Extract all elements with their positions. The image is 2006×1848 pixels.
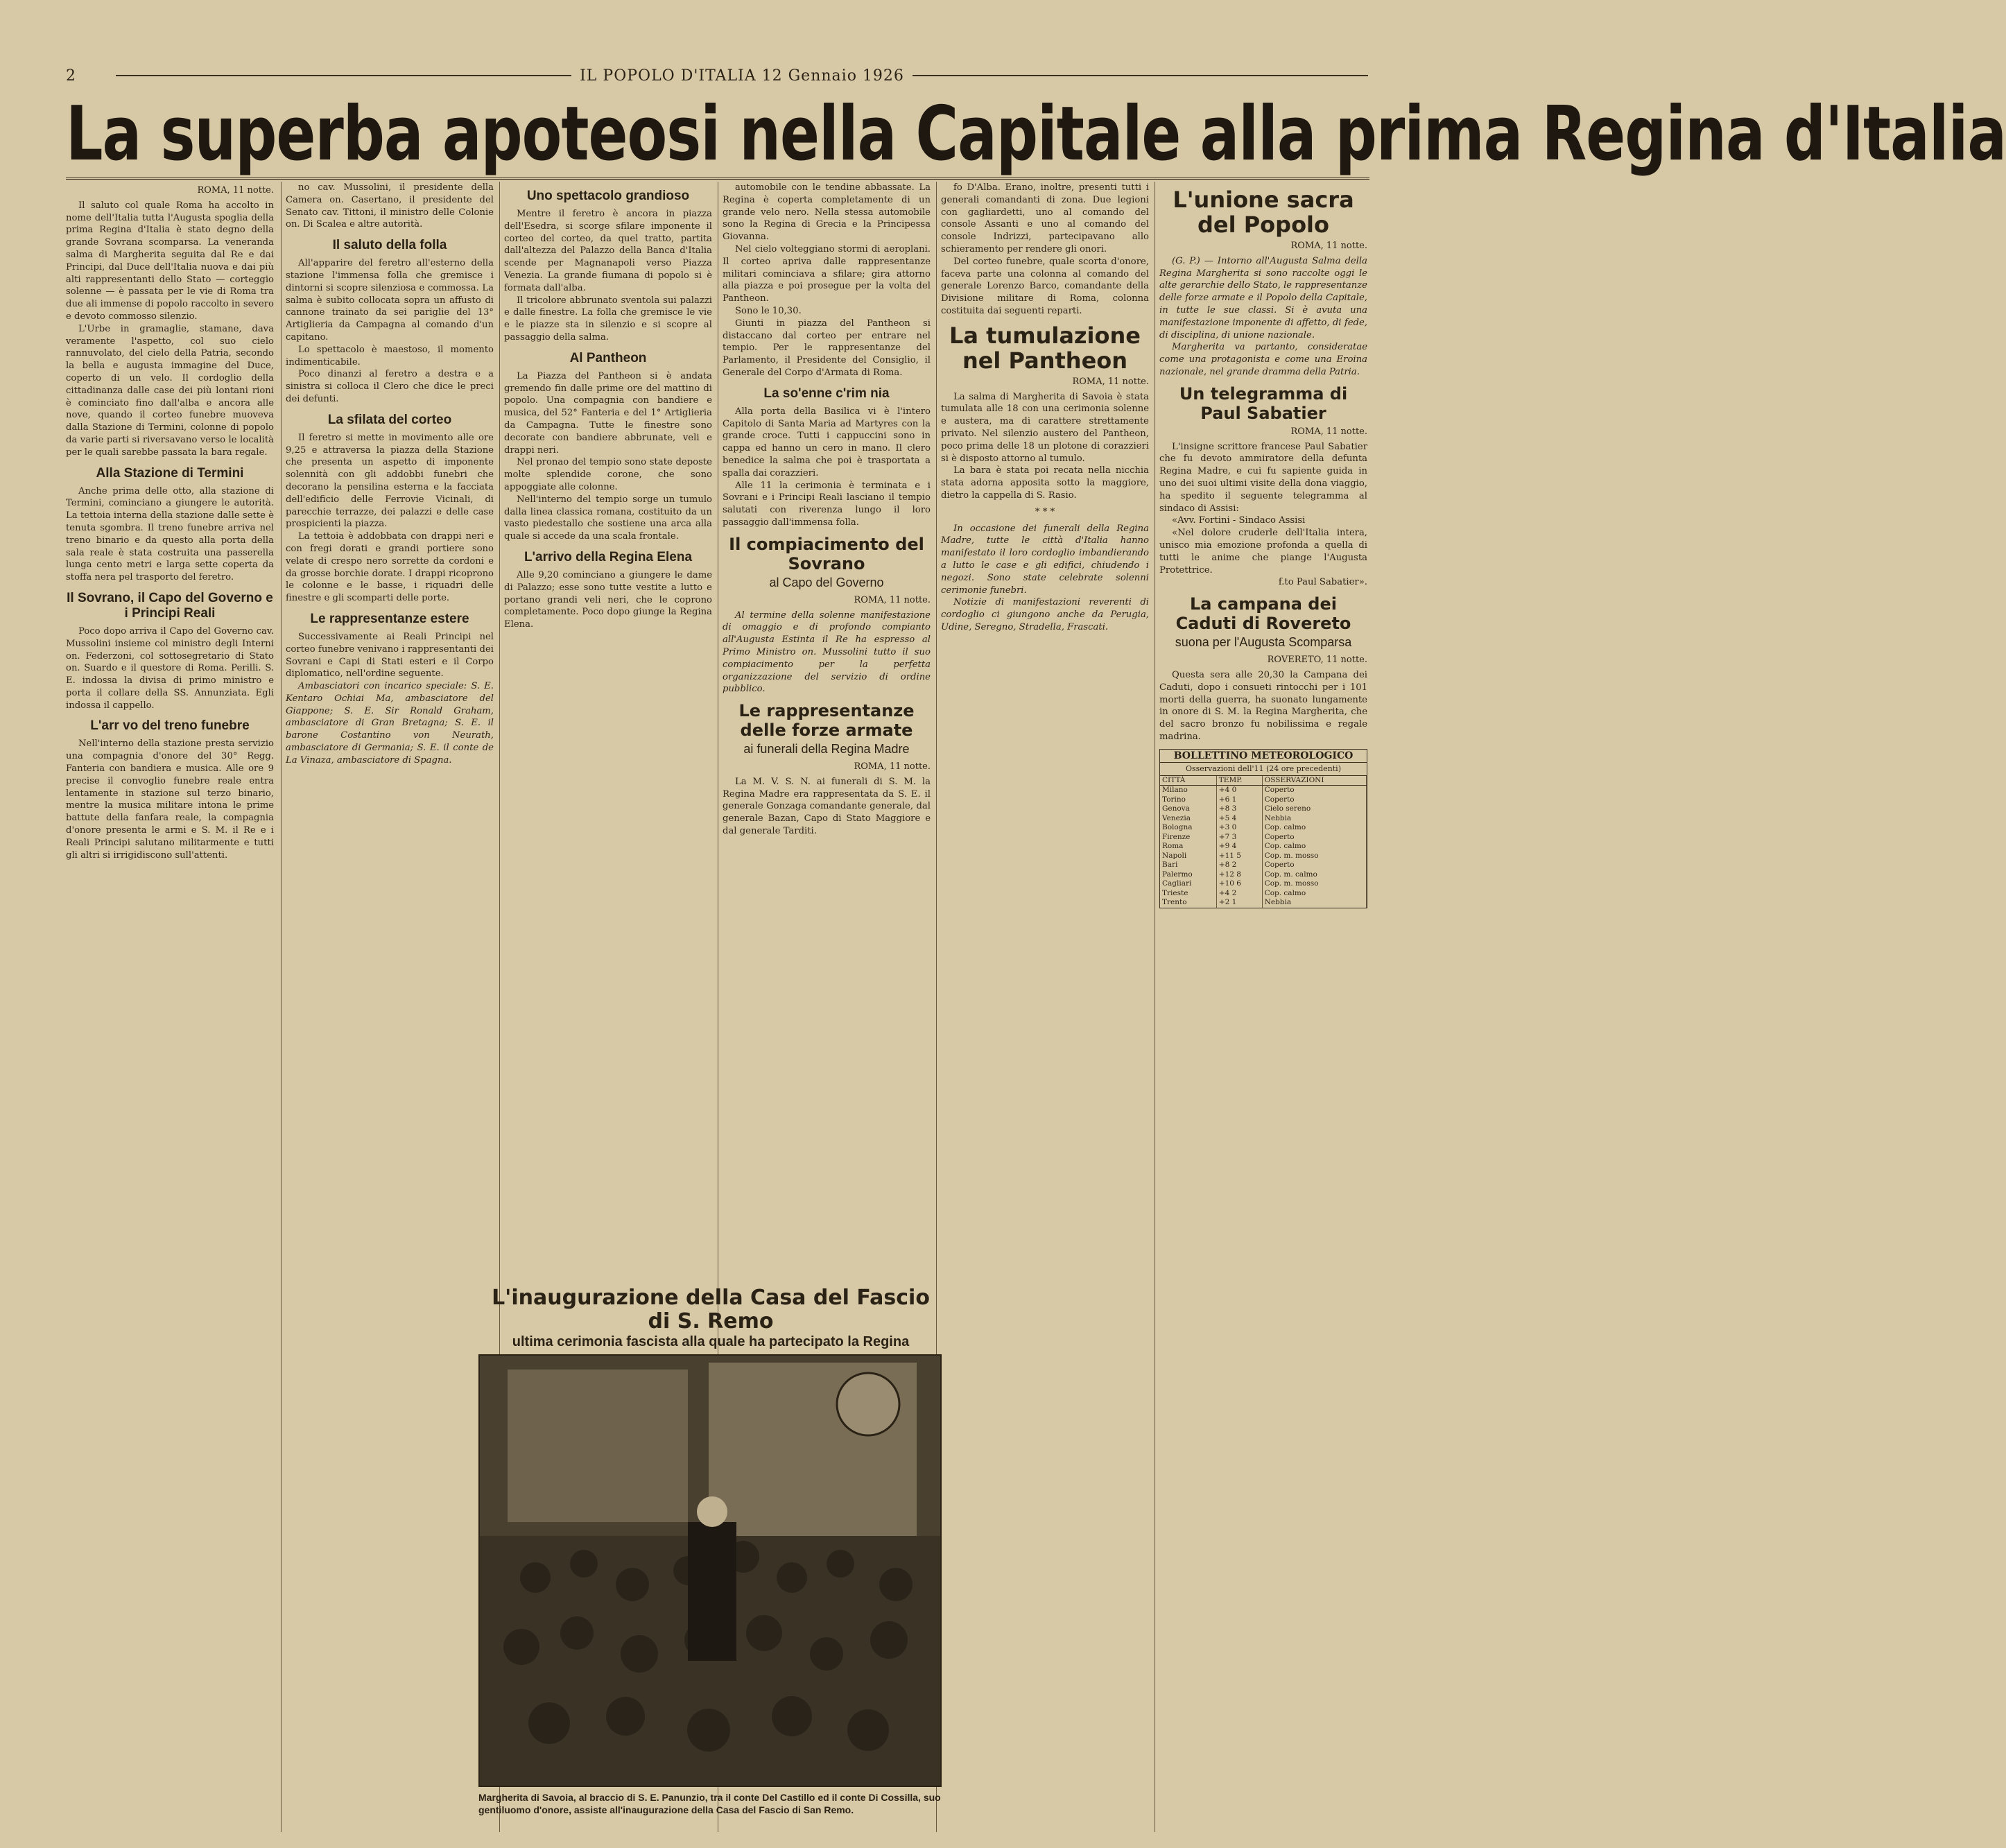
weather-temp: +8 2	[1216, 861, 1262, 870]
weather-note: Nebbia	[1262, 814, 1366, 824]
column-divider	[281, 182, 282, 1832]
weather-header-temp: TEMP.	[1216, 776, 1262, 786]
section-headline: Un telegramma di Paul Sabatier	[1179, 383, 1348, 423]
weather-note: Cielo sereno	[1262, 804, 1366, 814]
table-row	[1160, 814, 1367, 824]
weather-header-notes: OSSERVAZIONI	[1262, 776, 1366, 786]
section-subheadline: al Capo del Governo	[769, 575, 884, 589]
dateline: ROVERETO, 11 notte.	[1267, 655, 1367, 666]
weather-note: Coperto	[1262, 795, 1366, 805]
weather-city: Bologna	[1160, 823, 1216, 833]
article-column-1	[66, 182, 274, 1832]
weather-note: Cop. m. mosso	[1262, 879, 1366, 889]
weather-temp: +8 3	[1216, 804, 1262, 814]
weather-note: Coperto	[1262, 861, 1366, 870]
table-row	[1160, 861, 1367, 870]
weather-bulletin	[1159, 749, 1367, 908]
weather-city: Milano	[1160, 786, 1216, 795]
paragraph: Poco dinanzi al feretro a destra e a sinistra si colloca il Clero che dice le preci dei defunti.	[286, 369, 494, 404]
section-headline: Le rappresentanze delle forze armate	[738, 701, 915, 741]
paragraph: La M. V. S. N. ai funerali di S. M. la Regina Madre era rappresentata da S. E. il generale Gonzaga comandante generale, dal generale Bazan, Capo di Stato Maggiore e dal generale Tarditi.	[723, 776, 931, 837]
page-number: 2	[66, 67, 76, 85]
photo-headline: L'inaugurazione della Casa del Fascio di S. Remo	[492, 1286, 930, 1333]
weather-note: Cop. calmo	[1262, 823, 1366, 833]
dateline: ROMA, 11 notte.	[1072, 376, 1149, 387]
paragraph: Al termine della solenne manifestazione di omaggio e di profondo compianto all'Augusta Estinta il Re ha espresso al Primo Ministro on. Mussolini tutto il suo compiacimento per la perfetta organizzazione del servizio di ordine pubblico.	[723, 610, 931, 695]
subheading: Il Sovrano, il Capo del Governo e i Principi Reali	[67, 590, 273, 621]
subheading: L'arr vo del treno funebre	[90, 718, 250, 734]
weather-subtitle: Osservazioni dell'11 (24 ore precedenti)	[1160, 763, 1367, 776]
weather-temp: +12 8	[1216, 870, 1262, 880]
dateline: ROMA, 11 notte.	[854, 761, 931, 772]
paragraph: In occasione dei funerali della Regina Madre, tutte le città d'Italia hanno manifestato il loro cordoglio imbandierando a lutto le case e gli edifici, chiudendo i negozi. Sono state celebrate solenni cerimonie funebri.	[941, 523, 1149, 596]
paragraph: Nel cielo volteggiano stormi di aeroplani. Il corteo apriva dalle rappresentanze militari cominciava a sfilare; gira attorno alla piazza e poi prosegue per la volta del Pantheon.	[723, 243, 931, 304]
weather-note: Cop. m. calmo	[1262, 870, 1366, 880]
paragraph: La bara è stata poi recata nella nicchia stata adorna apposita sotto la maggiore, dietro la cappella di S. Rasio.	[941, 465, 1149, 501]
paragraph: Nel pronao del tempio sono state deposte molte splendide corone, che sono appoggiate alle colonne.	[504, 457, 712, 492]
table-row	[1160, 786, 1367, 795]
paragraph: Sono le 10,30.	[735, 305, 802, 316]
table-row	[1160, 823, 1367, 833]
section-headline: Il compiacimento del Sovrano	[729, 534, 924, 573]
subheading: Il saluto della folla	[332, 238, 447, 253]
paragraph: L'insigne scrittore francese Paul Sabatier che fu devoto ammiratore della defunta Regina Madre, e cui fu sapiente guida in uno dei suoi ultimi visite della dona viaggio, ha spedito il seguente telegramma al sindaco di Assisi:	[1159, 441, 1367, 514]
weather-city: Venezia	[1160, 814, 1216, 824]
weather-temp: +5 4	[1216, 814, 1262, 824]
article-column-3	[504, 182, 712, 1277]
weather-note: Coperto	[1262, 833, 1366, 843]
paragraph: Il tricolore abbrunato sventola sui palazzi e dalle finestre. La folla che gremisce le vie e le piazze sta in silenzio e si scopre al passaggio della salma.	[504, 295, 712, 343]
paragraph: La tettoia è addobbata con drappi neri e con fregi dorati e grandi portiere sono velate di crespo nero sorrette da cordoni e da grosse borchie dorate. I drappi ricoprono le colonne e le basse, i riquadri delle finestre e gli scomparti delle porte.	[286, 531, 494, 604]
dateline: ROMA, 11 notte.	[197, 185, 274, 196]
paragraph: Lo spettacolo è maestoso, il momento indimenticabile.	[286, 344, 494, 368]
paragraph: «Nel dolore cruderle dell'Italia intera, unisco mia emozione profonda a quella di tutti le anime che piange l'Augusta Protettrice.	[1159, 528, 1367, 576]
article-column-4	[723, 182, 931, 1277]
weather-city: Trieste	[1160, 889, 1216, 899]
weather-note: Cop. calmo	[1262, 889, 1366, 899]
paragraph: «Avv. Fortini - Sindaco Assisi	[1172, 515, 1306, 526]
paragraph: L'Urbe in gramaglie, stamane, dava veramente l'aspetto, col suo cielo rannuvolato, del cielo della Patria, secondo la bella e augusta immagine del Duce, coperto di un velo. Il cordoglio della cittadinanza dalle case dei più lontani rioni è cominciato fino dall'alba e ancora alle nove, quando il corteo funebre muoveva dalla Stazione di Termini, colonne di popolo da varie parti si riversavano verso le località per le quali sarebbe passata la bara regale.	[66, 323, 274, 458]
paragraph: Mentre il feretro è ancora in piazza dell'Esedra, si scorge sfilare imponente il corteo del corteo, da quel tratto, partita dall'altezza del Palazzo della Banca d'Italia scende per Magnanapoli verso Piazza Venezia. La grande fiumana di popolo si è formata dall'alba.	[504, 209, 712, 293]
weather-city: Napoli	[1160, 852, 1216, 861]
paragraph: Margherita va partanto, consideratae come una protagonista e come una Eroina nazionale, nel grande dramma della Patria.	[1159, 342, 1367, 377]
section-subheadline: ai funerali della Regina Madre	[743, 742, 910, 757]
paragraph: Del corteo funebre, quale scorta d'onore, faceva parte una colonna al comando del generale Lorenzo Barco, comandante della Divisione militare di Roma, colonna costituita dai seguenti reparti.	[941, 256, 1149, 316]
weather-note: Coperto	[1262, 786, 1366, 795]
section-headline: La tumulazione nel Pantheon	[949, 322, 1141, 374]
section-break: * * *	[1035, 506, 1055, 517]
main-headline: La superba apoteosi nella Capitale alla prima Regina d'Italia	[66, 90, 2006, 178]
weather-table	[1160, 776, 1367, 908]
article-column-6	[1159, 182, 1367, 1832]
photo-feature	[478, 1286, 943, 1834]
table-row	[1160, 898, 1367, 908]
paragraph: Poco dopo arriva il Capo del Governo cav. Mussolini insieme col ministro degli Interni on. Federzoni, col sottosegretario di Stato on. Suardo e il questore di Roma. Perilli. S. E. indossa la divisa di primo ministro e porta il collare della SS. Annunziata. Egli indossa il cappello.	[66, 625, 274, 711]
table-row	[1160, 879, 1367, 889]
paragraph: La salma di Margherita di Savoia è stata tumulata alle 18 con una cerimonia solenne e austera, ma di carattere strettamente privato. Nel silenzio austero del Pantheon, poco prima delle 18 un plotone di corazzieri si è disposto attorno al tumulo.	[941, 391, 1149, 464]
paragraph: Alle 9,20 cominciano a giungere le dame di Palazzo; esse sono tutte vestite a lutto e portano grandi veli neri, che le coprono completamente. Poco dopo giunge la Regina Elena.	[504, 569, 712, 630]
paragraph: fo D'Alba. Erano, inoltre, presenti tutti i generali comandanti di zona. Due legioni con gagliardetti, uno al comando del console Assanti e uno al comando del console Indrizzi, partecipavano allo schieramento per rendere gli onori.	[941, 182, 1149, 254]
paragraph: Giunti in piazza del Pantheon si distaccano dal corteo per entrare nel tempio. Per le rappresentanze del Parlamento, il Presidente del Consiglio, il Generale del Corpo d'Armata di Roma.	[723, 318, 931, 378]
paragraph: Alla porta della Basilica vi è l'intero Capitolo di Santa Maria ad Martyres con la grande croce. Tutti i cappuccini sono in cappa ed hanno un cero in mano. Il clero benedice la salma che poi è trasportata a spalla dai corazzieri.	[723, 406, 931, 478]
paragraph: Successivamente ai Reali Principi nel corteo funebre venivano i rappresentanti dei Sovrani e Capi di Stati esteri e il Corpo diplomatico, nell'ordine seguente.	[286, 631, 494, 680]
crowd-photo-illustration	[480, 1356, 940, 1786]
paragraph: (G. P.) — Intorno all'Augusta Salma della Regina Margherita si sono raccolte oggi le alte gerarchie dello Stato, le rappresentanze delle forze armate e il Popolo della Capitale, in tutte le sue classi. Si è avuta una manifestazione imponente di affetto, di fede, di disciplina, di unione nazionale.	[1159, 255, 1367, 340]
paragraph: Anche prima delle otto, alla stazione di Termini, cominciano a giungere le autorità. La tettoia interna della stazione dalle sette è tenuta sgombra. Il treno funebre arriva nel treno binario e da questo alla porta della sala reale è stata costruita una passerella lunga cento metri e larga sette coperta da stoffa nera pel trasporto del feretro.	[66, 485, 274, 583]
weather-temp: +9 4	[1216, 842, 1262, 852]
paragraph: Alle 11 la cerimonia è terminata e i Sovrani e i Principi Reali lasciano il tempio salutati con riverenza lungo il loro passaggio dall'immensa folla.	[723, 480, 931, 528]
subheading: Alla Stazione di Termini	[96, 465, 244, 481]
subheading: La so'enne c'rim nia	[763, 386, 890, 401]
weather-title: BOLLETTINO METEOROLOGICO	[1160, 750, 1367, 763]
paragraph: Ambasciatori con incarico speciale: S. E. Kentaro Ochiai Ma, ambasciatore del Giappone; S. E. Sir Ronald Graham, ambasciatore di Gran Bretagna; S. E. il barone Costantino von Neurath, ambasciatore di Germania; S. E. il conte de La Vinaza, ambasciatore di Spagna.	[286, 681, 494, 766]
photo-subheadline: ultima cerimonia fascista alla quale ha partecipato la Regina	[512, 1334, 910, 1349]
paragraph: automobile con le tendine abbassate. La Regina è coperta completamente di un grande velo nero. Nella stessa automobile sono la Regina di Grecia e la Principessa Giovanna.	[723, 182, 931, 243]
table-row	[1160, 842, 1367, 852]
weather-temp: +11 5	[1216, 852, 1262, 861]
table-row	[1160, 795, 1367, 805]
subheading: La sfilata del corteo	[327, 412, 452, 427]
dateline: ROMA, 11 notte.	[1290, 426, 1367, 437]
table-row	[1160, 804, 1367, 814]
weather-temp: +4 0	[1216, 786, 1262, 795]
weather-temp: +2 1	[1216, 898, 1262, 908]
weather-city: Cagliari	[1160, 879, 1216, 889]
paragraph: no cav. Mussolini, il presidente della Camera on. Casertano, il presidente del Senato cav. Tittoni, il ministro delle Colonie on. Di Scalea e altre autorità.	[286, 182, 494, 230]
weather-header-city: CITTÀ	[1160, 776, 1216, 786]
paragraph: f.to Paul Sabatier».	[1278, 577, 1367, 588]
headline-rule	[66, 178, 1369, 180]
weather-temp: +10 6	[1216, 879, 1262, 889]
dateline: ROMA, 11 notte.	[1290, 241, 1367, 251]
table-row	[1160, 852, 1367, 861]
subheading: Uno spettacolo grandioso	[526, 189, 690, 203]
weather-note: Nebbia	[1262, 898, 1366, 908]
section-headline: La campana dei Caduti di Rovereto	[1175, 594, 1351, 634]
article-column-5	[941, 182, 1149, 1832]
section-subheadline: suona per l'Augusta Scomparsa	[1175, 635, 1352, 650]
paragraph: Il saluto col quale Roma ha accolto in nome dell'Italia tutta l'Augusta spoglia della prima Regina d'Italia è stato degno della grande Sovrana scomparsa. La veneranda salma di Margherita seguita dal Re e dai Principi, dal Duce dell'Italia nuova e dai più alti rappresentanti dello Stato — corteggio solenne — è passata per le vie di Roma tra due ali immense di popolo raccolto in severo e devoto commosso silenzio.	[66, 200, 274, 322]
table-row	[1160, 889, 1367, 899]
weather-temp: +3 0	[1216, 823, 1262, 833]
article-column-2	[286, 182, 494, 1832]
paragraph: Nell'interno del tempio sorge un tumulo dalla linea classica romana, costituito da un vasto piedestallo che sostiene una arca alla quale si accede da una scala frontale.	[504, 494, 712, 542]
weather-city: Roma	[1160, 842, 1216, 852]
photo-caption: Margherita di Savoia, al braccio di S. E. Panunzio, tra il conte Del Castillo ed il conte Di Cossilla, suo gentiluomo d'onore, assiste all'inaugurazione della Casa del Fascio di San Remo.	[478, 1792, 941, 1815]
paragraph: La Piazza del Pantheon si è andata gremendo fin dalle prime ore del mattino di popolo. Una compagnia con bandiere e musica, del 52° Fanteria e del 1° Artiglieria da Campagna. Tutte le finestre sono decorate con bandiere abbrunate, veli e drappi neri.	[504, 370, 712, 456]
subheading: Al Pantheon	[569, 350, 647, 365]
section-headline: L'unione sacra del Popolo	[1173, 187, 1354, 238]
subheading: Le rappresentanze estere	[310, 611, 469, 626]
weather-city: Genova	[1160, 804, 1216, 814]
table-row	[1160, 870, 1367, 880]
weather-city: Firenze	[1160, 833, 1216, 843]
paragraph: Nell'interno della stazione presta servizio una compagnia d'onore del 30° Regg. Fanteria con bandiera e musica. Alle ore 9 precise il convoglio funebre reale entra lentamente in stazione sul terzo binario, mentre la musica militare intona le prime battute della fanfara reale, la compagnia d'onore presenta le armi e S. M. il Re e i Reali Principi salutano militarmente e tutti gli altri si irrigidiscono sull'attenti.	[66, 739, 274, 861]
weather-note: Cop. m. mosso	[1262, 852, 1366, 861]
paragraph: Il feretro si mette in movimento alle ore 9,25 e attraversa la piazza della Stazione che presenta un aspetto di imponente solennità con gli addobbi funebri che decorano la pensilina esterna e la facciata dell'edificio delle Ferrovie Vicinali, di parecchie terrazze, dei palazzi e delle case prospicienti la piazza.	[286, 432, 494, 530]
weather-temp: +7 3	[1216, 833, 1262, 843]
weather-note: Cop. calmo	[1262, 842, 1366, 852]
weather-city: Torino	[1160, 795, 1216, 805]
paragraph: Questa sera alle 20,30 la Campana dei Caduti, dopo i consueti rintocchi per i 101 morti della guerra, ha suonato lungamente in onore di S. M. la Regina Margherita, che del sacro bronzo fu nobilissima e regale madrina.	[1159, 669, 1367, 742]
weather-temp: +6 1	[1216, 795, 1262, 805]
weather-temp: +4 2	[1216, 889, 1262, 899]
dateline: ROMA, 11 notte.	[854, 594, 931, 605]
weather-city: Palermo	[1160, 870, 1216, 880]
weather-city: Trento	[1160, 898, 1216, 908]
paragraph: Notizie di manifestazioni reverenti di cordoglio ci giungono anche da Perugia, Udine, Seregno, Stradella, Frascati.	[941, 597, 1149, 632]
newspaper-title-date: IL POPOLO D'ITALIA 12 Gennaio 1926	[580, 67, 904, 85]
news-photograph	[478, 1354, 942, 1787]
weather-city: Bari	[1160, 861, 1216, 870]
subheading: L'arrivo della Regina Elena	[524, 549, 693, 564]
table-row	[1160, 833, 1367, 843]
paragraph: All'apparire del feretro all'esterno della stazione l'immensa folla che gremisce i dintorni si scopre silenziosa e commossa. La salma è subito collocata sopra un affusto di cannone trainato da sei pariglie del 13° Artiglieria da Campagna al comando d'un capitano.	[286, 258, 494, 343]
